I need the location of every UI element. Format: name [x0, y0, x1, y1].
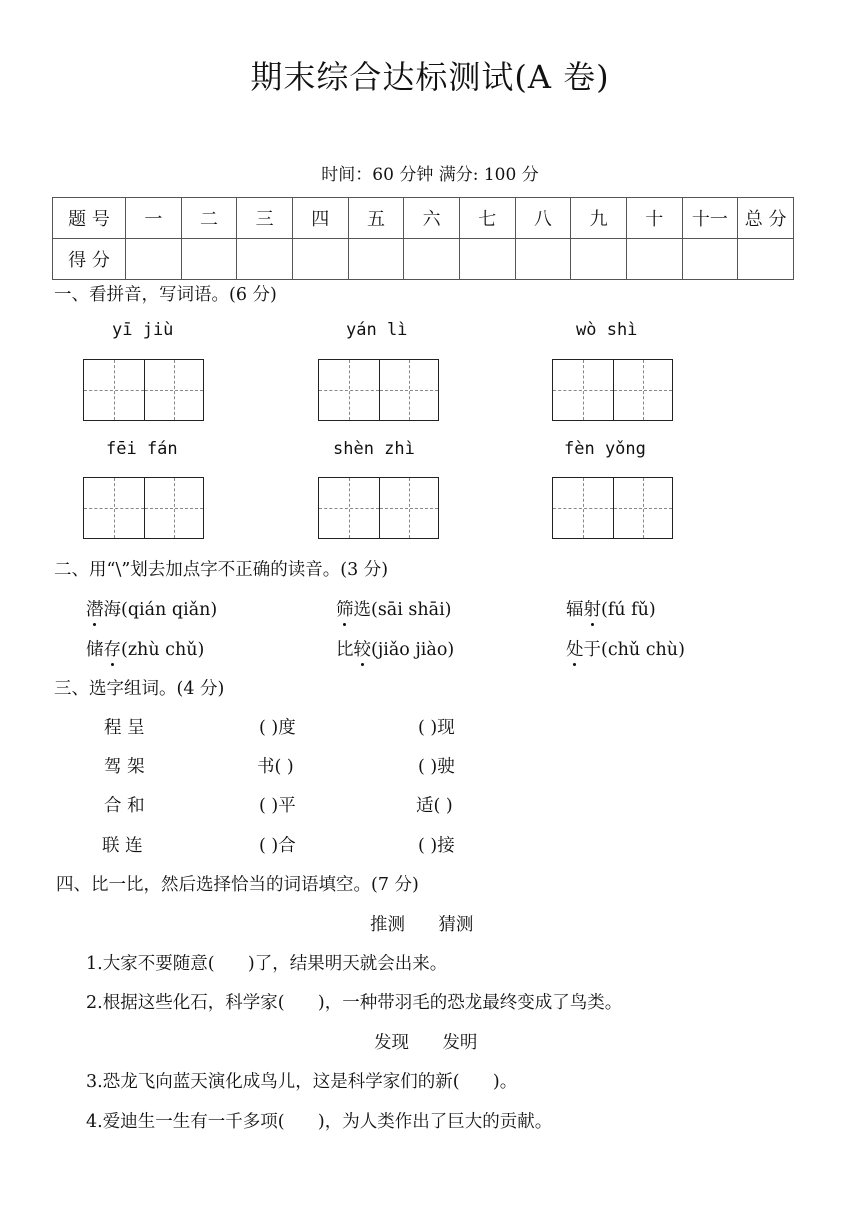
score-col-5: 五	[348, 198, 404, 239]
score-cell[interactable]	[292, 239, 348, 280]
section-3-heading: 三、选字组词。(4 分)	[54, 679, 225, 699]
score-col-3: 三	[237, 198, 293, 239]
fill-blank[interactable]: ( )合	[259, 836, 296, 856]
writing-grid[interactable]	[318, 477, 439, 539]
score-cell[interactable]	[571, 239, 627, 280]
score-col-6: 六	[404, 198, 460, 239]
score-col-9: 九	[571, 198, 627, 239]
writing-grid[interactable]	[83, 477, 204, 539]
writing-cell[interactable]	[144, 360, 204, 420]
writing-cell[interactable]	[319, 360, 379, 420]
pinyin-label: fēi fán	[106, 439, 178, 459]
score-table	[52, 197, 794, 280]
item-text: 选(sāi shāi)	[353, 600, 452, 620]
character-pair: 联 连	[102, 836, 143, 856]
item-text: 储	[86, 640, 104, 660]
score-col-4: 四	[292, 198, 348, 239]
score-table-score-row	[53, 239, 794, 280]
score-cell[interactable]	[348, 239, 404, 280]
dotted-character: 处	[566, 636, 584, 661]
fill-blank[interactable]: ( )驶	[418, 757, 455, 777]
question-3[interactable]: 3.恐龙飞向蓝天演化成鸟儿，这是科学家们的新( )。	[86, 1072, 518, 1092]
writing-grid[interactable]	[83, 359, 204, 421]
question-4[interactable]: 4.爱迪生一生有一千多项( )，为人类作出了巨大的贡献。	[86, 1112, 553, 1132]
score-col-10: 十	[626, 198, 682, 239]
writing-grid[interactable]	[552, 359, 673, 421]
item-text: (jiǎo jiào)	[371, 640, 455, 660]
score-cell[interactable]	[126, 239, 182, 280]
score-col-total: 总 分	[738, 198, 794, 239]
pinyin-label: fèn yǒng	[564, 439, 646, 459]
section-1-heading: 一、看拼音，写词语。(6 分)	[54, 285, 277, 305]
dotted-character: 潜	[86, 596, 104, 621]
fill-blank[interactable]: 书( )	[257, 757, 294, 777]
item-text: 比	[336, 640, 354, 660]
writing-cell[interactable]	[84, 478, 144, 538]
writing-grid[interactable]	[318, 359, 439, 421]
writing-cell[interactable]	[553, 478, 613, 538]
pinyin-label: shèn zhì	[333, 439, 415, 459]
score-table-row-label: 题 号	[53, 198, 126, 239]
fill-blank[interactable]: ( )度	[259, 718, 296, 738]
character-pair: 程 呈	[104, 718, 145, 738]
writing-grid[interactable]	[552, 477, 673, 539]
writing-cell[interactable]	[613, 478, 673, 538]
score-cell[interactable]	[181, 239, 237, 280]
pinyin-label: yán lì	[346, 320, 408, 340]
pronunciation-item[interactable]	[336, 596, 452, 621]
word-choices: 发现 发明	[374, 1033, 478, 1053]
pinyin-label: wò shì	[576, 320, 638, 340]
score-cell[interactable]	[738, 239, 794, 280]
writing-cell[interactable]	[319, 478, 379, 538]
score-col-8: 八	[515, 198, 571, 239]
item-text: (zhù chǔ)	[121, 640, 205, 660]
question-2[interactable]: 2.根据这些化石，科学家( )，一种带羽毛的恐龙最终变成了鸟类。	[86, 993, 623, 1013]
score-table-header-row	[53, 198, 794, 239]
pronunciation-item[interactable]	[86, 636, 204, 661]
score-cell[interactable]	[404, 239, 460, 280]
writing-cell[interactable]	[553, 360, 613, 420]
pronunciation-item[interactable]	[566, 596, 656, 621]
pronunciation-item[interactable]	[566, 636, 685, 661]
score-cell[interactable]	[626, 239, 682, 280]
section-2-heading: 二、用“\”划去加点字不正确的读音。(3 分)	[54, 560, 389, 580]
score-col-2: 二	[181, 198, 237, 239]
word-choices: 推测 猜测	[370, 915, 474, 935]
score-col-7: 七	[459, 198, 515, 239]
fill-blank[interactable]: 适( )	[416, 796, 453, 816]
character-pair: 驾 架	[104, 757, 145, 777]
item-text: 辐	[566, 600, 584, 620]
fill-blank[interactable]: ( )接	[418, 836, 455, 856]
score-cell[interactable]	[459, 239, 515, 280]
writing-cell[interactable]	[379, 478, 439, 538]
character-pair: 合 和	[104, 796, 145, 816]
dotted-character: 射	[584, 596, 602, 621]
fill-blank[interactable]: ( )平	[259, 796, 296, 816]
pronunciation-item[interactable]	[336, 636, 454, 661]
dotted-character: 存	[104, 636, 122, 661]
score-table-row-label: 得 分	[53, 239, 126, 280]
item-text: 于(chǔ chù)	[583, 640, 685, 660]
page-title: 期末综合达标测试(A 卷)	[250, 58, 610, 96]
item-text: (fú fǔ)	[601, 600, 656, 620]
score-cell[interactable]	[237, 239, 293, 280]
score-col-1: 一	[126, 198, 182, 239]
writing-cell[interactable]	[379, 360, 439, 420]
fill-blank[interactable]: ( )现	[418, 718, 455, 738]
pinyin-label: yī jiù	[112, 320, 174, 340]
exam-meta: 时间：60 分钟 满分: 100 分	[321, 165, 539, 185]
writing-cell[interactable]	[613, 360, 673, 420]
writing-cell[interactable]	[144, 478, 204, 538]
section-4-heading: 四、比一比，然后选择恰当的词语填空。(7 分)	[56, 875, 419, 895]
question-1[interactable]: 1.大家不要随意( )了，结果明天就会出来。	[86, 954, 448, 974]
score-col-11: 十一	[682, 198, 738, 239]
item-text: 海(qián qiǎn)	[103, 600, 218, 620]
dotted-character: 较	[354, 636, 372, 661]
writing-cell[interactable]	[84, 360, 144, 420]
score-cell[interactable]	[682, 239, 738, 280]
dotted-character: 筛	[336, 596, 354, 621]
score-cell[interactable]	[515, 239, 571, 280]
pronunciation-item[interactable]	[86, 596, 217, 621]
